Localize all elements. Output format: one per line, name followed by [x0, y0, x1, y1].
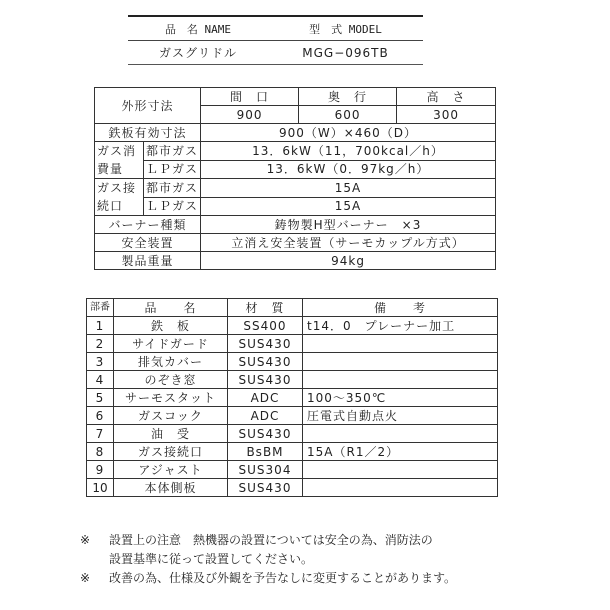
note-mark: ※ — [80, 533, 91, 547]
part-no: 10 — [87, 479, 114, 497]
weight-value: 94kg — [201, 252, 496, 270]
dim-header-height: 高 さ — [397, 88, 496, 106]
header-remarks: 備 考 — [303, 299, 498, 317]
note-2-text: 改善の為、仕様及び外観を予告なしに変更することがあります。 — [109, 571, 457, 585]
part-no: 8 — [87, 443, 114, 461]
part-no: 2 — [87, 335, 114, 353]
burner-value: 鋳物製H型バーナー ×3 — [201, 216, 496, 234]
part-material: SUS430 — [228, 335, 303, 353]
part-no: 9 — [87, 461, 114, 479]
consumption-city-label: 都市ガス — [144, 142, 201, 161]
dim-value-width: 900 — [201, 106, 299, 124]
table-row — [87, 389, 498, 407]
table-row — [87, 317, 498, 335]
title-value-row — [128, 41, 423, 65]
product-model: MGG−096TB — [302, 45, 389, 60]
part-material: SUS304 — [228, 461, 303, 479]
header-part-no: 部番 — [87, 299, 114, 317]
part-no: 3 — [87, 353, 114, 371]
dim-value-height: 300 — [397, 106, 496, 124]
spec-table — [94, 87, 496, 270]
table-row — [87, 371, 498, 389]
part-name: サーモスタット — [114, 389, 228, 407]
part-name: 油 受 — [114, 425, 228, 443]
part-name: のぞき窓 — [114, 371, 228, 389]
weight-label: 製品重量 — [95, 252, 201, 270]
part-material: SUS430 — [228, 371, 303, 389]
part-material: SS400 — [228, 317, 303, 335]
connection-lp-value: 15A — [201, 197, 496, 216]
dim-header-depth: 奥 行 — [299, 88, 397, 106]
table-row — [87, 479, 498, 497]
part-remarks: 圧電式自動点火 — [303, 407, 498, 425]
gas-connection-label: ガス接続口 — [95, 179, 144, 216]
part-remarks — [303, 425, 498, 443]
part-no: 4 — [87, 371, 114, 389]
table-row — [87, 335, 498, 353]
note-2 — [80, 569, 456, 588]
table-row — [87, 425, 498, 443]
part-remarks — [303, 371, 498, 389]
part-no: 6 — [87, 407, 114, 425]
part-name: アジャスト — [114, 461, 228, 479]
part-no: 5 — [87, 389, 114, 407]
header-material: 材 質 — [228, 299, 303, 317]
part-name: 排気カバー — [114, 353, 228, 371]
plate-value: 900（W）×460（D） — [201, 124, 496, 142]
table-row — [87, 353, 498, 371]
name-header: 品 名 NAME — [164, 22, 232, 36]
connection-city-label: 都市ガス — [144, 179, 201, 198]
part-material: ADC — [228, 389, 303, 407]
title-header-row — [128, 15, 423, 41]
consumption-lp-value: 13．6kW（0．97kg／h） — [201, 160, 496, 179]
connection-lp-label: ＬＰガス — [144, 197, 201, 216]
part-remarks — [303, 353, 498, 371]
part-name: 鉄 板 — [114, 317, 228, 335]
part-name: ガスコック — [114, 407, 228, 425]
part-material: SUS430 — [228, 425, 303, 443]
burner-label: バーナー種類 — [95, 216, 201, 234]
part-remarks — [303, 461, 498, 479]
note-mark: ※ — [80, 571, 91, 585]
gas-consumption-label: ガス消費量 — [95, 142, 144, 179]
part-remarks: 100〜350℃ — [303, 389, 498, 407]
part-name: ガス接続口 — [114, 443, 228, 461]
part-material: ADC — [228, 407, 303, 425]
parts-header-row — [87, 299, 498, 317]
part-no: 1 — [87, 317, 114, 335]
note-1-line-2: 設置基準に従って設置してください。 — [109, 552, 314, 566]
plate-label: 鉄板有効寸法 — [95, 124, 201, 142]
product-name: ガスグリドル — [158, 46, 237, 60]
consumption-city-value: 13．6kW（11，700kcal／h） — [201, 142, 496, 161]
consumption-lp-label: ＬＰガス — [144, 160, 201, 179]
dim-value-depth: 600 — [299, 106, 397, 124]
note-1 — [80, 531, 456, 569]
title-block — [128, 15, 423, 65]
part-name: 本体側板 — [114, 479, 228, 497]
part-material: SUS430 — [228, 479, 303, 497]
part-material: BsBM — [228, 443, 303, 461]
safety-label: 安全装置 — [95, 234, 201, 252]
notes — [80, 531, 456, 588]
table-row — [87, 443, 498, 461]
part-remarks: t14．0 プレーナー加工 — [303, 317, 498, 335]
dim-header-width: 間 口 — [201, 88, 299, 106]
part-material: SUS430 — [228, 353, 303, 371]
part-name: サイドガード — [114, 335, 228, 353]
part-remarks — [303, 479, 498, 497]
note-1-line-1: 設置上の注意 熱機器の設置については安全の為、消防法の — [109, 533, 433, 547]
model-header: 型 式 MODEL — [309, 22, 382, 36]
part-remarks — [303, 335, 498, 353]
connection-city-value: 15A — [201, 179, 496, 198]
parts-table — [86, 298, 498, 497]
header-part-name: 品 名 — [114, 299, 228, 317]
part-remarks: 15A（R1／2） — [303, 443, 498, 461]
table-row — [87, 407, 498, 425]
safety-value: 立消え安全装置（サーモカップル方式） — [201, 234, 496, 252]
part-no: 7 — [87, 425, 114, 443]
outer-dim-label: 外形寸法 — [95, 88, 201, 124]
table-row — [87, 461, 498, 479]
